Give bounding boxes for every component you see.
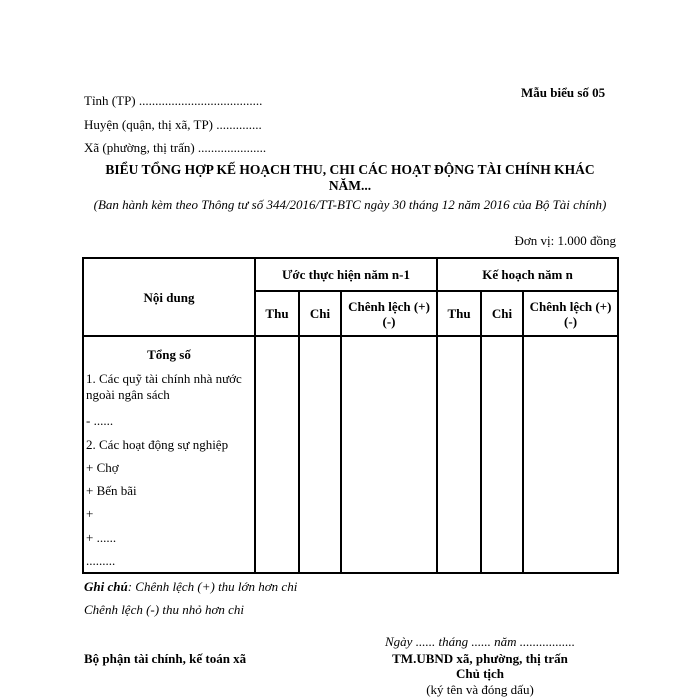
row-total: Tổng số (147, 347, 191, 362)
body-row (83, 336, 618, 573)
chairman-label: Chủ tịch (455, 666, 505, 681)
group-estimate-header: Ước thực hiện năm n-1 (255, 258, 437, 291)
finance-dept-label: Bộ phận tài chính, kế toán xã (84, 651, 247, 666)
row-plus: + (86, 506, 94, 522)
sign-note: (ký tên và đóng dấu) (426, 682, 534, 697)
row-market: + Chợ (86, 459, 119, 475)
col-diff-1: Chênh lệch (+) (-) (341, 291, 437, 336)
value-cell[interactable] (255, 336, 299, 573)
commune-line: Xã (phường, thị trấn) ..................... (84, 140, 267, 155)
group-plan-header: Kế hoạch năm n (437, 258, 618, 291)
document-title (80, 162, 620, 194)
date-line: Ngày ...... tháng ...... năm ................. (385, 634, 575, 649)
value-cell[interactable] (299, 336, 341, 573)
province-line: Tỉnh (TP) ...................................... (84, 93, 263, 108)
row-plus-more: + ...... (86, 529, 117, 545)
district-line: Huyện (quận, thị xã, TP) .............. (84, 117, 262, 132)
col-chi-2: Chi (481, 291, 523, 336)
value-cell[interactable] (341, 336, 437, 573)
col-chi-1: Chi (299, 291, 341, 336)
org-label: TM.UBND xã, phường, thị trấn (392, 651, 568, 666)
row-funds-item: - ...... (86, 413, 114, 429)
document-subtitle: (Ban hành kèm theo Thông tư số 344/2016/TT-BTC ngày 30 tháng 12 năm 2016 của Bộ Tài chính) (93, 197, 607, 212)
col-content-header: Nội dung (83, 258, 255, 336)
form-number: Mẫu biểu số 05 (521, 85, 606, 100)
note-line-2: Chênh lệch (-) thu nhỏ hơn chi (84, 602, 245, 617)
value-cell[interactable] (481, 336, 523, 573)
col-thu-2: Thu (437, 291, 481, 336)
row-funds: 1. Các quỹ tài chính nhà nước ngoài ngân sách (86, 371, 242, 403)
unit-label: Đơn vị: 1.000 đồng (514, 233, 616, 248)
col-diff-2: Chênh lệch (+) (-) (523, 291, 618, 336)
summary-table (82, 257, 619, 574)
row-dots: ......... (86, 553, 116, 569)
title-line-2: NĂM... (328, 178, 372, 193)
header-row-1 (83, 258, 618, 291)
row-activities: 2. Các hoạt động sự nghiệp (86, 436, 229, 452)
note-text-1: : Chênh lệch (+) thu lớn hơn chi (127, 579, 298, 594)
col-thu-1: Thu (255, 291, 299, 336)
value-cell[interactable] (523, 336, 618, 573)
row-wharf: + Bến bãi (86, 483, 137, 499)
note-line-1 (84, 579, 297, 595)
value-cell[interactable] (437, 336, 481, 573)
content-cell (83, 336, 255, 573)
title-line-1: BIỂU TỔNG HỢP KẾ HOẠCH THU, CHI CÁC HOẠT ĐỘNG TÀI CHÍNH KHÁC (105, 162, 595, 177)
note-label: Ghi chú (84, 579, 128, 594)
